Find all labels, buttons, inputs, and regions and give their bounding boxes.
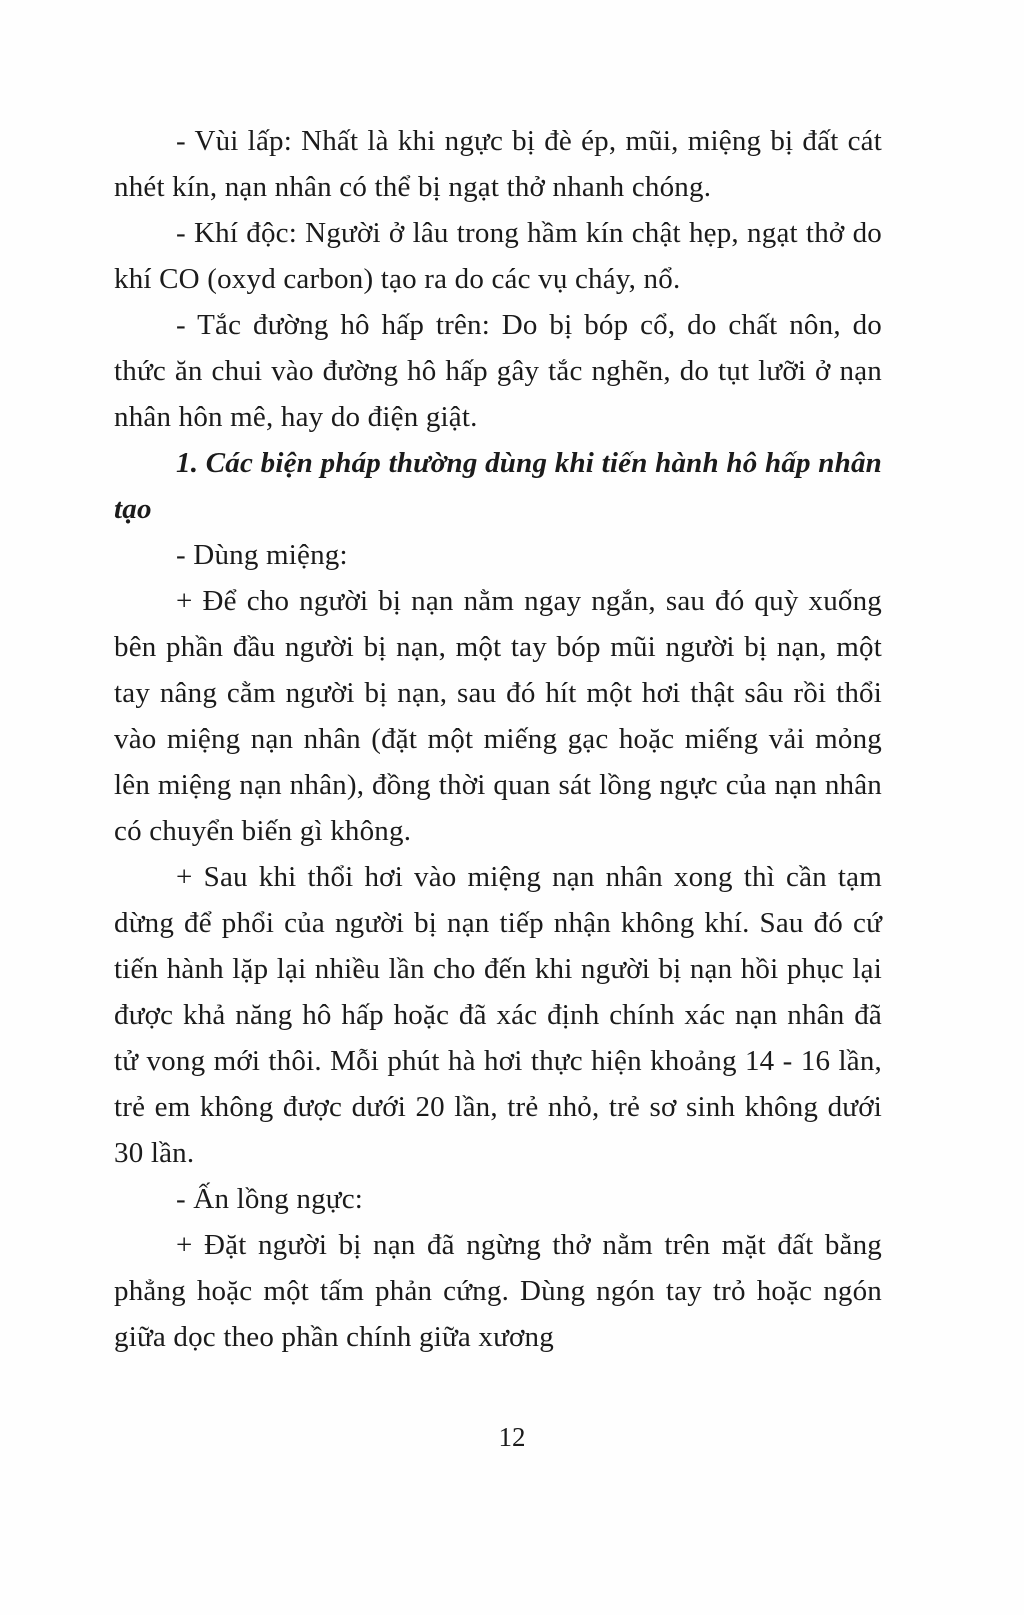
text-block: [114, 118, 882, 1360]
paragraph: - Dùng miệng:: [176, 539, 348, 571]
paragraph: - Vùi lấp: Nhất là khi ngực bị đè ép, mũi, miệng bị đất cát nhét kín, nạn nhân có thể bị ngạt thở nhanh chóng.: [114, 125, 882, 203]
paragraph: - Khí độc: Người ở lâu trong hầm kín chật hẹp, ngạt thở do khí CO (oxyd carbon) tạo ra do các vụ cháy, nổ.: [114, 217, 882, 295]
paragraph: - Ấn lồng ngực:: [176, 1183, 364, 1215]
section-heading: 1. Các biện pháp thường dùng khi tiến hành hô hấp nhân tạo: [114, 447, 882, 525]
paragraph: + Đặt người bị nạn đã ngừng thở nằm trên mặt đất bằng phẳng hoặc một tấm phản cứng. Dùng ngón tay trỏ hoặc ngón giữa dọc theo phần chính giữa xương: [114, 1229, 882, 1353]
paragraph: + Để cho người bị nạn nằm ngay ngắn, sau đó quỳ xuống bên phần đầu người bị nạn, một tay bóp mũi người bị nạn, một tay nâng cằm người bị nạn, sau đó hít một hơi thật sâu rồi thổi vào miệng nạn nhân (đặt một miếng gạc hoặc miếng vải mỏng lên miệng nạn nhân), đồng thời quan sát lồng ngực của nạn nhân có chuyển biến gì không.: [114, 585, 882, 847]
page-number: 12: [498, 1422, 526, 1452]
paragraph: - Tắc đường hô hấp trên: Do bị bóp cổ, do chất nôn, do thức ăn chui vào đường hô hấp gây tắc nghẽn, do tụt lưỡi ở nạn nhân hôn mê, hay do điện giật.: [114, 309, 882, 433]
paragraph: + Sau khi thổi hơi vào miệng nạn nhân xong thì cần tạm dừng để phổi của người bị nạn tiếp nhận không khí. Sau đó cứ tiến hành lặp lại nhiều lần cho đến khi người bị nạn hồi phục lại được khả năng hô hấp hoặc đã xác định chính xác nạn nhân đã tử vong mới thôi. Mỗi phút hà hơi thực hiện khoảng 14 - 16 lần, trẻ em không được dưới 20 lần, trẻ nhỏ, trẻ sơ sinh không dưới 30 lần.: [114, 861, 882, 1169]
